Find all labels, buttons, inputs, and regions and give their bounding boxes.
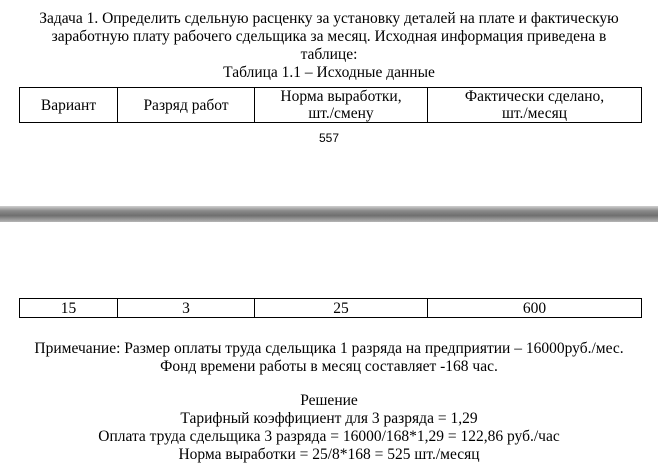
header-grade: Разряд работ [118,88,255,123]
solution-line-3: Норма выработки = 25/8*168 = 525 шт./месяц [178,446,480,463]
cell-variant: 15 [20,299,118,318]
page-number: 557 [318,131,340,145]
cell-actual: 600 [428,299,642,318]
task-line-2: заработную плату рабочего сдельщика за месяц. Исходная информация приведена в [51,28,607,45]
note-line-1: Примечание: Размер оплаты труда сдельщика 1 разряда на предприятии – 16000руб./мес. [34,340,624,357]
header-actual [428,88,642,123]
note-line-2: Фонд времени работы в месяц составляет -168 час. [160,358,498,375]
header-variant: Вариант [20,88,118,123]
header-norm-line2: шт./смену [308,105,374,122]
header-actual-line2: шт./месяц [501,105,568,122]
table-caption: Таблица 1.1 – Исходные данные [223,64,435,81]
task-line-3: таблице: [300,46,358,63]
cell-grade: 3 [118,299,255,318]
task-line-1: Задача 1. Определить сдельную расценку за установку деталей на плате и фактическую [39,10,619,27]
table-header-row [20,88,642,123]
header-norm-line1: Норма выработки, [280,88,402,105]
solution-line-1: Тарифный коэффициент для 3 разряда = 1,29 [180,410,478,427]
header-actual-line1: Фактически сделано, [464,88,605,105]
table-data [19,298,642,318]
table-row [20,299,642,318]
cell-norm: 25 [255,299,428,318]
solution-title: Решение [300,392,358,409]
header-norm [255,88,428,123]
solution-line-2: Оплата труда сдельщика 3 разряда = 16000/168*1,29 = 122,86 руб./час [98,428,560,445]
table-header [19,87,642,123]
page-break-divider [0,206,658,222]
